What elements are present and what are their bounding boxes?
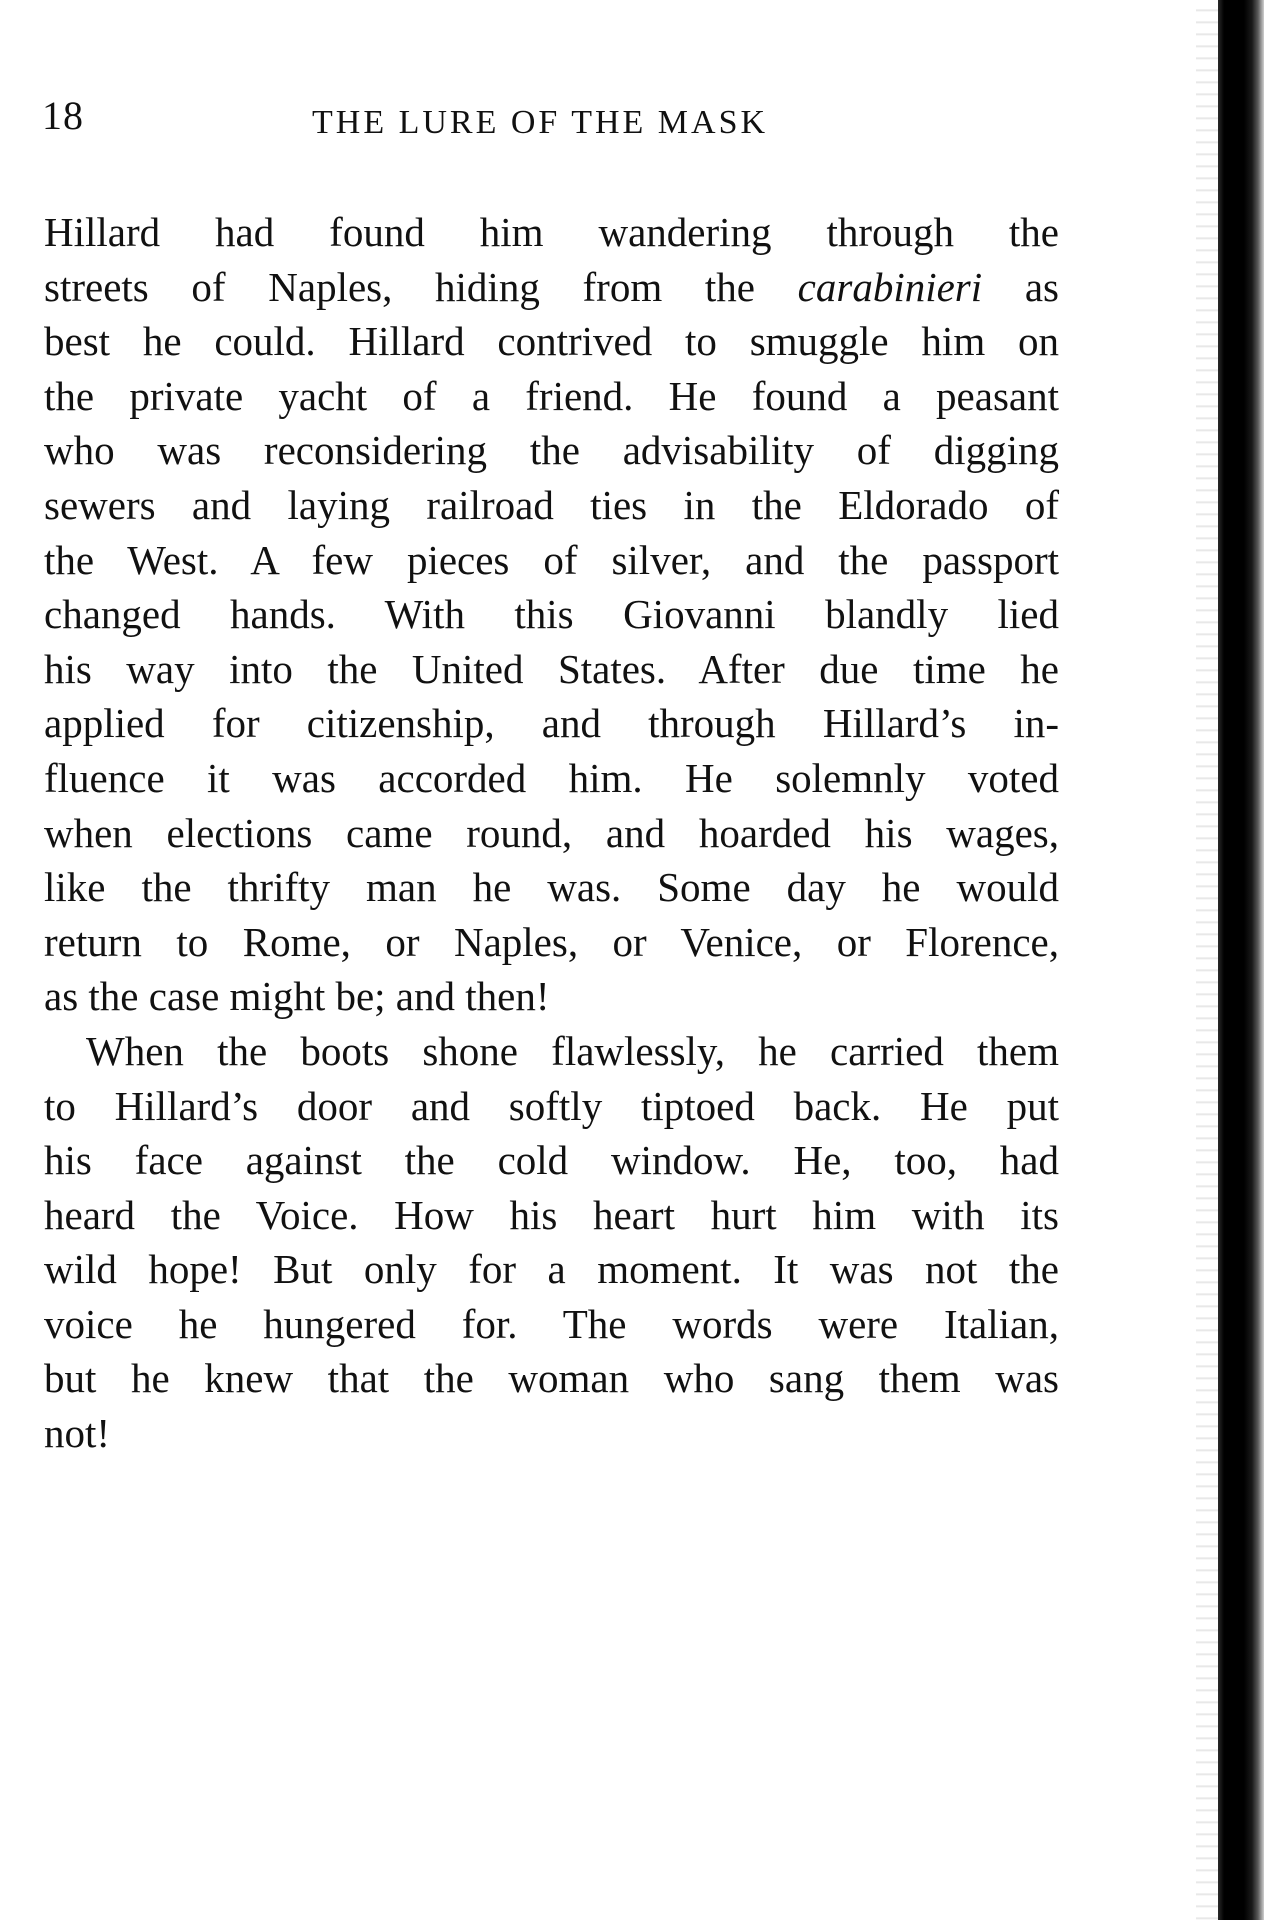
text-line-end: as (982, 263, 1059, 310)
text-line: heard the Voice. How his heart hurt him with its (44, 1191, 1059, 1238)
text-line (44, 260, 1059, 315)
text-line: Hillard had found him wandering through the (44, 209, 1059, 255)
running-title: THE LURE OF THE MASK (312, 104, 769, 141)
scan-noise (1196, 0, 1220, 1920)
text-line-start: streets of Naples, hiding from the (44, 263, 798, 310)
text-line: best he could. Hillard contrived to smuggle him on (44, 318, 1059, 365)
text-line: who was reconsidering the advisability of digging (44, 427, 1059, 474)
italic-word: carabinieri (797, 263, 983, 310)
text-line: the private yacht of a friend. He found a peasant (44, 372, 1059, 419)
text-line: as the case might be; and then! (44, 973, 550, 1020)
text-line: voice he hungered for. The words were Italian, (44, 1300, 1059, 1347)
text-line: the West. A few pieces of silver, and the passport (44, 536, 1059, 583)
page-number: 18 (42, 93, 84, 138)
text-line: his face against the cold window. He, too, had (44, 1137, 1059, 1184)
text-line: when elections came round, and hoarded his wages, (44, 809, 1059, 856)
text-line: wild hope! But only for a moment. It was not the (44, 1246, 1059, 1293)
text-line: When the boots shone flawlessly, he carried them (86, 1027, 1059, 1074)
text-line: applied for citizenship, and through Hillard’s in- (44, 700, 1059, 747)
text-line: but he knew that the woman who sang them was (44, 1355, 1059, 1402)
text-line: changed hands. With this Giovanni blandly lied (44, 591, 1059, 638)
text-line: like the thrifty man he was. Some day he would (44, 864, 1059, 911)
page-header (40, 93, 1180, 166)
book-binding-edge (1218, 0, 1264, 1920)
body-text (44, 205, 1059, 1461)
paragraph-2 (44, 1024, 1059, 1461)
text-line: not! (44, 1410, 111, 1457)
text-line: return to Rome, or Naples, or Venice, or Florence, (44, 918, 1059, 965)
text-line: sewers and laying railroad ties in the Eldorado of (44, 481, 1059, 528)
text-line: fluence it was accorded him. He solemnly voted (44, 754, 1059, 801)
paragraph-1 (44, 205, 1059, 1024)
text-line: to Hillard’s door and softly tiptoed back. He put (44, 1082, 1059, 1129)
text-line: his way into the United States. After due time he (44, 645, 1059, 692)
